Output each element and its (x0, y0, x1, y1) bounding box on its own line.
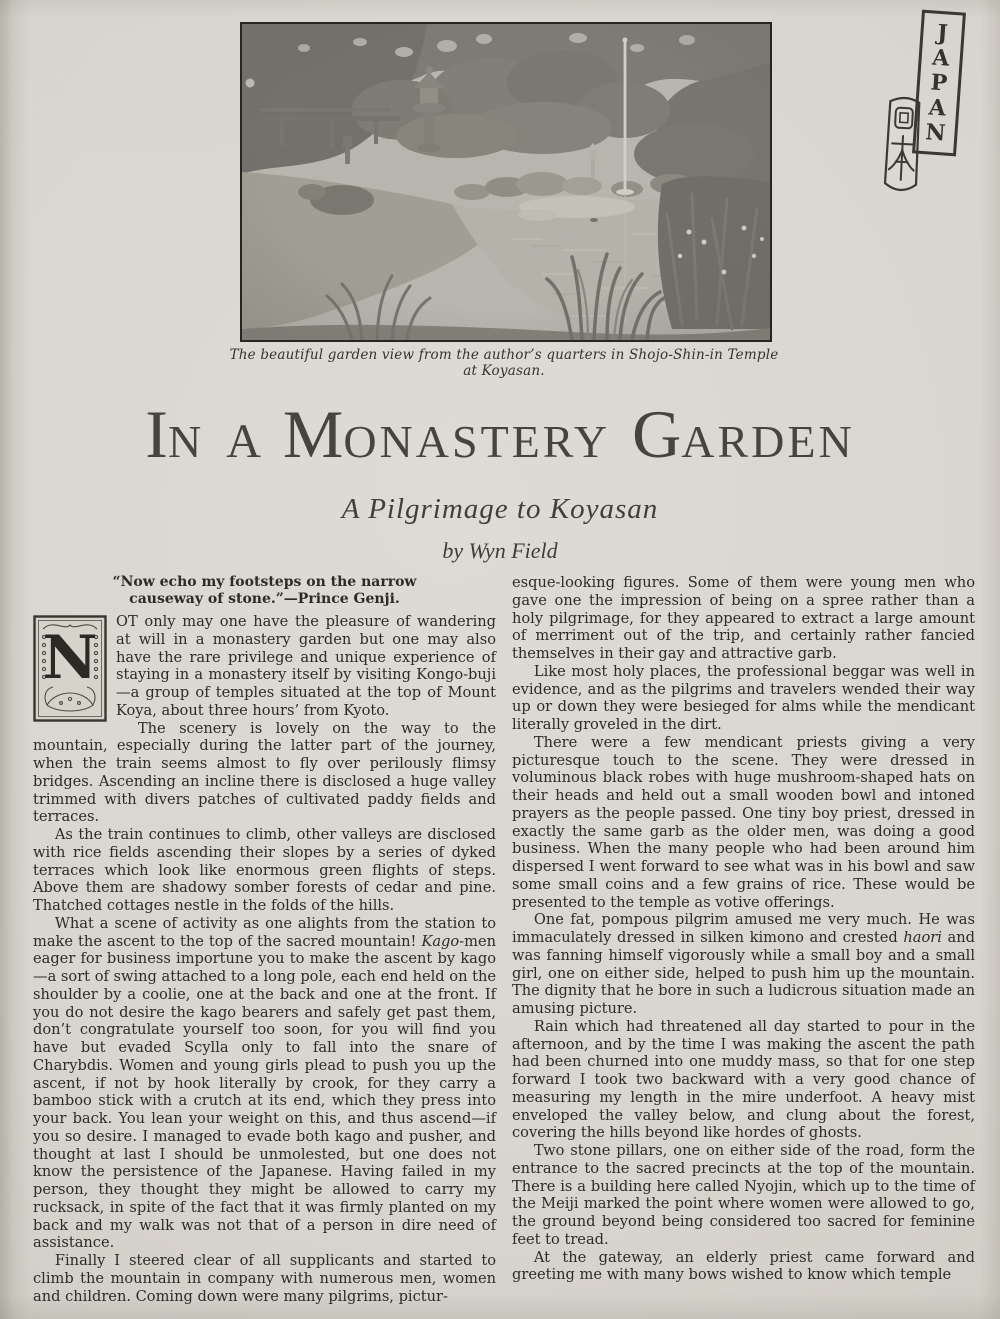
paragraph: As the train continues to climb, other valleys are disclosed with rice fields ascending their slopes by a series of dyked terraces which look like enormous green flights of steps. Above them are shadowy somber forests of cedar and pine. Thatched cottages nestle in the folds of the hills. (33, 826, 496, 914)
paragraph: Finally I steered clear of all supplicants and started to climb the mountain in company with numerous men, women and children. Coming down were many pilgrims, pictur- (33, 1252, 496, 1305)
left-column (33, 574, 496, 1305)
drop-cap-letter: N (42, 623, 98, 694)
article-body (33, 574, 975, 1305)
subtitle: A Pilgrimage to Koyasan (341, 493, 659, 525)
right-column (512, 574, 975, 1305)
page-title: IN A MONASTERY GARDEN (145, 396, 855, 472)
paragraph: At the gateway, an elderly priest came forward and greeting me with many bows wished to know which temple (512, 1248, 975, 1284)
paragraph: Rain which had threatened all day started to pour in the afternoon, and by the time I was making the ascent the path had been churned into one muddy mass, so that for one step forward I took two backward with a very good chance of measuring my length in the mire underfoot. A heavy mist enveloped the valley below, and clung about the forest, covering the hills beyond like hordes of ghosts. (512, 1017, 975, 1142)
paragraph: The scenery is lovely on the way to the mountain, especially during the latter part of the journey, when the train seems almost to fly over perilously flimsy bridges. Ascending an incline there is disclosed a huge valley trimmed with divers patches of cultivated paddy fields and terraces. (33, 719, 496, 826)
stamp-letter: J (936, 19, 949, 46)
japan-stamp-frame (912, 10, 966, 157)
paragraph: Like most holy places, the professional beggar was well in evidence, and as the pilgrims and travelers wended their way up or down they were besieged for alms while the mendicant literally groveled in the dirt. (512, 662, 975, 733)
epigraph-line: “Now echo my footsteps on the narrow (112, 574, 417, 590)
ornate-drop-cap (33, 615, 107, 722)
paragraph: Two stone pillars, one on either side of the road, form the entrance to the sacred precincts at the top of the mountain. There is a building here called Nyojin, which up to the time of the Meiji marked the point where women were allowed to go, the ground beyond being considered too sacred for feminine feet to tread. (512, 1142, 975, 1248)
paragraph: What a scene of activity as one alights from the station to make the ascent to the top of the sacred mountain! Kago-men eager for business importune you to make the ascent by kago—a sort of swing attached to a long pole, each end held on the shoulder by a coolie, one at the back and one at the front. If you do not desire the kago bearers and safely get past them, don’t congratulate yourself too soon, for you will find you have but evaded Scylla only to fall into the snare of Charybdis. Women and young girls plead to push you up the ascent, if not by hook literally by crook, for they carry a bamboo stick with a crutch at its end, which they press into your back. You lean your weight on this, and thus ascend—if you so desire. I managed to evade both kago and pusher, and thought at last I should be unmolested, but one does not know the persistence of the Japanese. Having failed in my person, they thought they might be allowed to carry my rucksack, in spite of the fact that it was firmly planted on my back and my walk was not that of a person in dire need of assistance. (33, 914, 497, 1252)
japan-stamp (884, 6, 970, 202)
paragraph: One fat, pompous pilgrim amused me very much. He was immaculately dressed in silken kimono and crested haori and was fanning himself vigorously while a small boy and a small girl, one on either side, helped to push him up the mountain. The dignity that he bore in such a ludicrous situation made an amusing picture. (512, 911, 975, 1017)
paragraph: esque-looking figures. Some of them were young men who gave one the impression of being on a spree rather than a holy pilgrimage, for they appeared to extract a large amount of merriment out of the trip, and certainly rather fancied themselves in their gay and attractive garb. (512, 574, 975, 662)
photo-caption: The beautiful garden view from the author’s quarters in Shojo-Shin-in Temple at Koyasan. (229, 347, 779, 379)
stamp-letter: P (929, 68, 949, 97)
byline: by Wyn Field (442, 538, 558, 563)
stamp-letter: A (927, 93, 947, 122)
garden-photo (240, 22, 772, 342)
stamp-letter: N (924, 118, 947, 147)
stamp-letter: A (931, 43, 951, 72)
title-block (0, 398, 1000, 564)
epigraph (33, 574, 496, 607)
garden-photo-illustration (242, 24, 770, 340)
paragraph: There were a few mendicant priests giving a very picturesque touch to the scene. They were dressed in voluminous black robes with huge mushroom-shaped hats on their heads and held out a small wooden bowl and intoned prayers as the people passed. One tiny boy priest, dressed in exactly the same garb as the older men, was doing a good business. When the many people who had been around him dispersed I went forward to see what was in his bowl and saw some small coins and a few grains of rice. These would be presented to the temple as votive offerings. (512, 733, 975, 911)
paragraph: N OT only may one have the pleasure of wandering at will in a monastery garden but one may also have the rare privilege and unique experience of staying in a monastery itself by visiting Kongo-buji—a group of temples situated at the top of Mount Koya, about three hours’ from Kyoto. (33, 613, 496, 720)
epigraph-line: causeway of stone.”—Prince Genji. (129, 590, 400, 607)
